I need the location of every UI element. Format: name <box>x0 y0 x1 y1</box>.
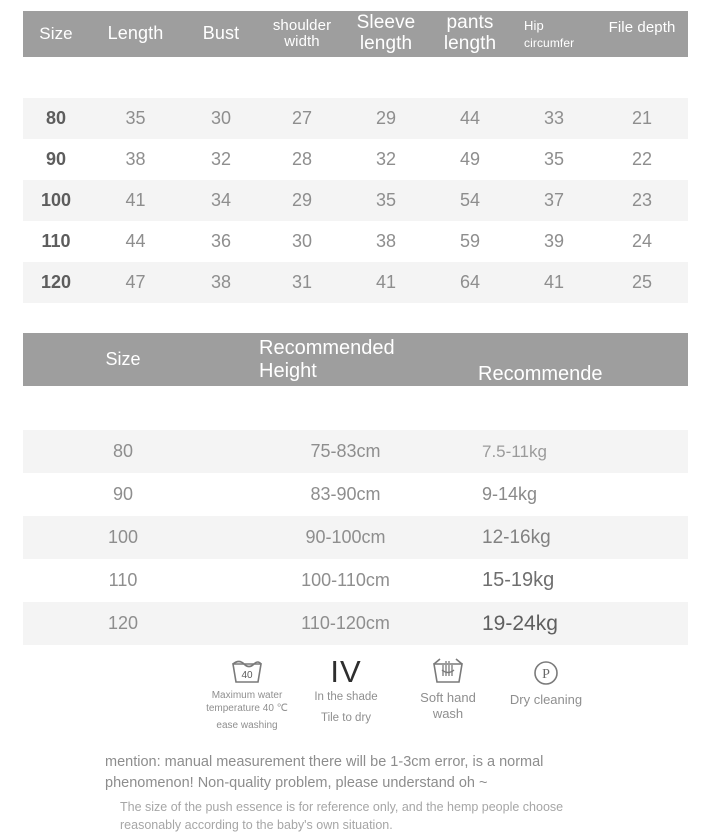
column-header-size-label: Size <box>39 23 73 43</box>
care-item-dry-in-shade <box>296 652 396 726</box>
cell-value: 39 <box>543 231 565 251</box>
table-row <box>23 473 688 516</box>
measurement-table <box>23 11 688 303</box>
column-header-shoulder-line1: shoulder <box>272 16 332 34</box>
column-header-hip-line1: Hip <box>524 17 544 33</box>
footer-main-line1: mention: manual measurement there will be 1-3cm error, is a normal <box>105 754 544 770</box>
column-header-pants-line2: length <box>443 33 497 54</box>
cell-recommended-weight: 12-16kg <box>482 526 551 548</box>
blank-cell <box>344 57 428 98</box>
footer-sub-line1: The size of the push essence is for reference only, and the hemp people choose <box>120 800 564 815</box>
size-guide-header-row <box>23 333 688 386</box>
column-header-weight-line1: Recommende <box>478 363 603 386</box>
care-hand-line1: Soft hand <box>420 690 476 705</box>
column-header-shoulder-width <box>260 11 344 57</box>
cell-value: 44 <box>459 108 481 128</box>
cell-value: 41 <box>543 272 565 292</box>
care-shade-line1: In the shade <box>314 691 378 703</box>
table-row <box>23 430 688 473</box>
footer-sub-line2: reasonably according to the baby's own situation. <box>120 817 393 832</box>
hand-wash-icon <box>400 652 496 690</box>
svg-text:40: 40 <box>241 670 253 681</box>
column-header-height-line1: Recommended <box>259 337 395 360</box>
cell-size: 120 <box>40 272 72 292</box>
blank-cell <box>223 386 468 430</box>
column-header-sleeve-line1: Sleeve <box>356 12 416 34</box>
wash-tub-40-icon <box>183 652 311 690</box>
cell-value: 47 <box>125 272 146 292</box>
column-header-size <box>23 11 89 57</box>
blank-cell <box>260 57 344 98</box>
table-row <box>23 139 688 180</box>
cell-value: 27 <box>291 108 313 128</box>
care-label-dry-cleaning <box>486 692 606 708</box>
column-header-height-line2: Height <box>259 359 317 382</box>
care-shade-line2: Tile to dry <box>320 712 372 725</box>
care-item-hand-wash <box>400 652 496 723</box>
care-hand-line2: wash <box>432 706 464 722</box>
cell-value: 59 <box>459 231 481 251</box>
column-header-weight-line2: d Weight <box>478 385 557 408</box>
column-header-file-depth-label: File depth <box>608 19 676 36</box>
cell-size: 80 <box>45 108 67 128</box>
cell-value: 44 <box>125 231 146 251</box>
dry-in-shade-glyph: IV <box>330 653 362 689</box>
cell-value: 29 <box>375 108 397 128</box>
care-wash-line2: temperature 40 ℃ <box>206 702 288 714</box>
cell-value: 41 <box>375 272 397 292</box>
cell-value: 41 <box>125 190 146 210</box>
cell-recommended-height: 100-110cm <box>301 570 390 590</box>
blank-cell <box>512 57 596 98</box>
cell-value: 36 <box>210 231 232 251</box>
measurement-table-body <box>23 57 688 303</box>
column-header-hip-line2: circumfer <box>524 35 575 50</box>
cell-size: 100 <box>40 190 72 210</box>
cell-value: 30 <box>210 108 232 128</box>
care-wash-line1: Maximum water <box>211 690 283 701</box>
column-header-sleeve-line2: length <box>359 33 413 54</box>
column-header-file-depth <box>596 11 688 57</box>
footer-main-line2: phenomenon! Non-quality problem, please understand oh ~ <box>105 774 488 791</box>
cell-guide-size: 120 <box>107 613 139 633</box>
cell-value: 49 <box>459 149 481 169</box>
cell-value: 29 <box>291 190 313 210</box>
cell-value: 38 <box>375 231 397 251</box>
cell-guide-size: 100 <box>107 527 139 547</box>
care-instructions-row <box>0 650 710 740</box>
cell-recommended-height: 83-90cm <box>310 484 381 504</box>
cell-value: 33 <box>543 108 565 128</box>
blank-cell <box>23 57 89 98</box>
blank-cell <box>596 57 688 98</box>
care-item-machine-wash <box>183 652 311 733</box>
table-row <box>23 516 688 559</box>
cell-recommended-weight: 15-19kg <box>482 569 555 591</box>
column-header-pants-length <box>428 11 512 57</box>
column-header-guide-size <box>23 333 223 386</box>
table-row <box>23 180 688 221</box>
column-header-shoulder-line2: width <box>284 33 320 50</box>
cell-value: 22 <box>631 149 653 169</box>
care-wash-line3: ease washing <box>216 720 278 731</box>
dry-clean-p-icon <box>486 654 606 692</box>
table-row <box>23 602 688 645</box>
column-header-bust-label: Bust <box>202 23 240 44</box>
table-row <box>23 262 688 303</box>
care-label-dry-in-shade <box>296 690 396 726</box>
blank-cell <box>182 57 260 98</box>
cell-value: 23 <box>631 190 653 210</box>
table-row <box>23 221 688 262</box>
measurement-table-blank-row <box>23 57 688 98</box>
cell-recommended-weight: 7.5-11kg <box>482 441 547 461</box>
care-item-dry-cleaning <box>486 654 606 708</box>
cell-value: 28 <box>291 149 313 169</box>
cell-value: 64 <box>459 272 481 292</box>
dry-in-shade-icon <box>296 652 396 690</box>
cell-guide-size: 90 <box>112 484 134 504</box>
cell-value: 35 <box>543 149 565 169</box>
cell-value: 32 <box>210 149 232 169</box>
footer-sub-text <box>120 799 590 835</box>
column-header-recommended-height <box>223 333 468 386</box>
table-row <box>23 559 688 602</box>
cell-size: 90 <box>45 149 67 169</box>
cell-recommended-height: 75-83cm <box>310 441 381 461</box>
cell-value: 21 <box>631 108 653 128</box>
column-header-bust <box>182 11 260 57</box>
table-row <box>23 98 688 139</box>
measurement-table-header-row <box>23 11 688 57</box>
column-header-length-label: Length <box>107 23 164 44</box>
svg-text:P: P <box>542 667 550 682</box>
blank-cell <box>23 386 223 430</box>
care-dry-line1: Dry cleaning <box>509 692 583 707</box>
column-header-sleeve-length <box>344 11 428 57</box>
cell-value: 35 <box>125 108 146 128</box>
blank-cell <box>89 57 182 98</box>
column-header-recommended-weight <box>468 333 688 408</box>
cell-value: 31 <box>291 272 313 292</box>
cell-value: 25 <box>631 272 653 292</box>
cell-recommended-height: 90-100cm <box>305 527 386 547</box>
cell-recommended-weight: 19-24kg <box>482 611 558 635</box>
cell-value: 30 <box>291 231 313 251</box>
footer-note <box>0 752 710 835</box>
column-header-weight-wrap <box>468 363 688 408</box>
cell-value: 32 <box>375 149 397 169</box>
cell-value: 38 <box>210 272 232 292</box>
cell-value: 34 <box>210 190 232 210</box>
footer-main-text <box>105 752 605 793</box>
care-label-hand-wash <box>400 690 496 723</box>
size-guide-table <box>23 333 688 645</box>
cell-value: 54 <box>459 190 481 210</box>
column-header-length <box>89 11 182 57</box>
cell-guide-size: 80 <box>112 441 134 461</box>
column-header-pants-line1: pants <box>446 12 494 34</box>
cell-recommended-height: 110-120cm <box>301 613 390 633</box>
cell-size: 110 <box>41 231 71 251</box>
care-label-machine-wash <box>183 690 311 733</box>
cell-guide-size: 110 <box>108 570 138 590</box>
size-guide-table-body <box>23 386 688 645</box>
cell-value: 24 <box>631 231 653 251</box>
cell-value: 35 <box>375 190 397 210</box>
column-header-guide-size-label: Size <box>105 349 141 369</box>
blank-cell <box>428 57 512 98</box>
cell-recommended-weight: 9-14kg <box>482 484 538 504</box>
column-header-hip-circumference <box>512 11 596 57</box>
cell-value: 38 <box>125 149 146 169</box>
cell-value: 37 <box>543 190 565 210</box>
